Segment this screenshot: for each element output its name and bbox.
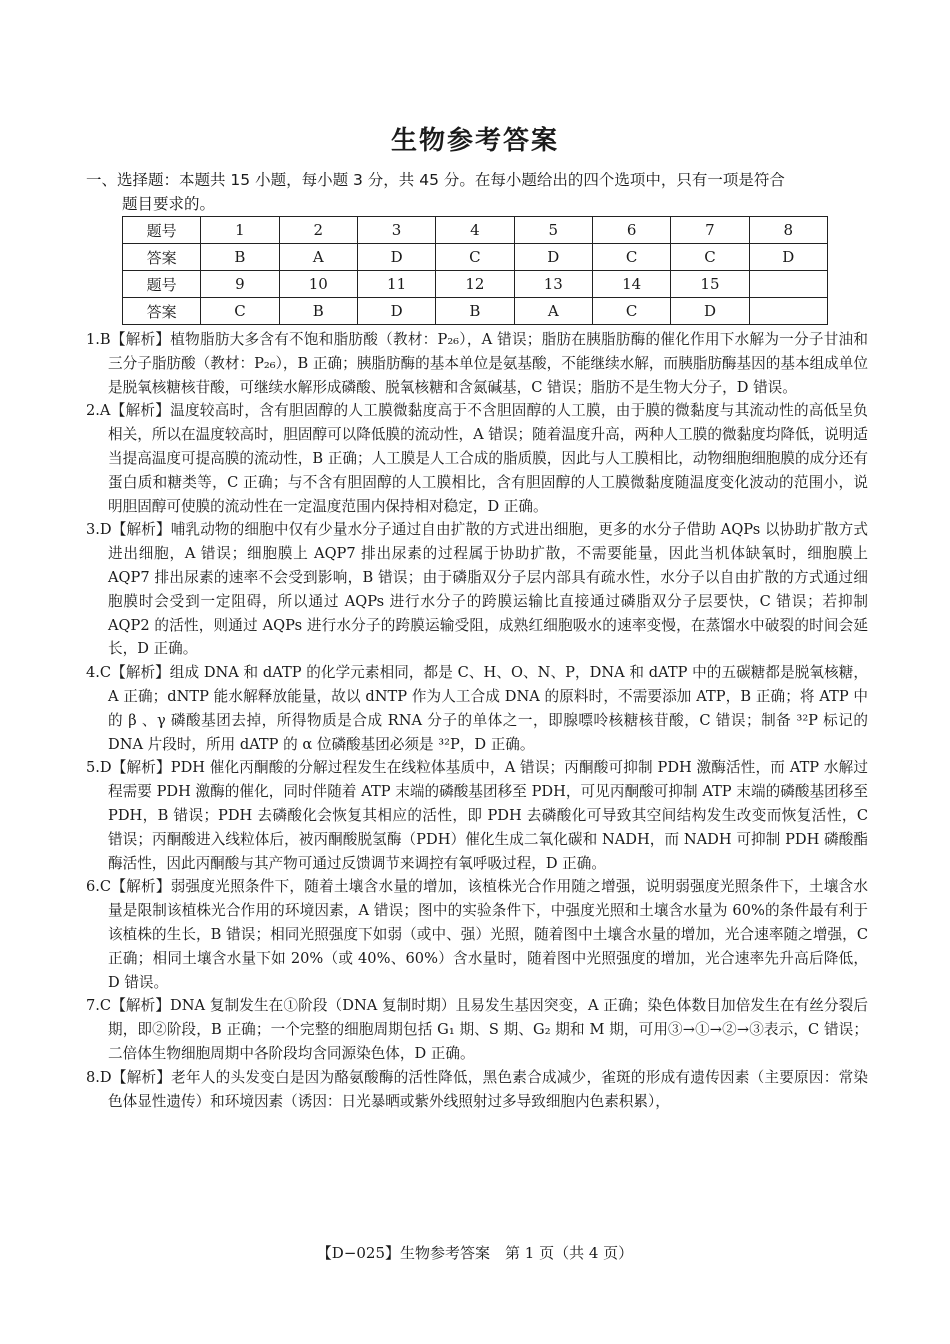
- table-cell: B: [201, 244, 279, 271]
- explanation-item-3: [86, 518, 868, 661]
- explanation-item-4: [86, 661, 868, 756]
- table-cell: 6: [592, 217, 670, 244]
- explanation-list: [86, 328, 868, 1113]
- explanation-item-5: [86, 756, 868, 875]
- table-cell: 12: [436, 271, 514, 298]
- table-cell: 2: [279, 217, 357, 244]
- table-cell: 14: [592, 271, 670, 298]
- explanation-item-1: [86, 328, 868, 399]
- table-cell: C: [436, 244, 514, 271]
- table-cell: 15: [671, 271, 749, 298]
- explanation-text: 5.D【解析】PDH 催化丙酮酸的分解过程发生在线粒体基质中，A 错误；丙酮酸可抑制 PDH 激酶活性，而 ATP 水解过程需要 PDH 激酶的催化，同时伴随着 ATP 末端的磷酸基团移至 PDH，可见丙酮酸可抑制 ATP 末端的磷酸基团移至 PDH，B 错误；PDH 去磷酸化会恢复其相应的活性，即 PDH 去磷酸化可导致其空间结构发生改变而恢复活性，C 错误；丙酮酸进入线粒体后，被丙酮酸脱氢酶（PDH）催化生成二氧化碳和 NADH，而 NADH 可抑制 PDH 磷酸酯酶活性，因此丙酮酸与其产物可通过反馈调节来调控有氧呼吸过程，D 正确。: [86, 759, 868, 872]
- table-cell: 8: [749, 217, 827, 244]
- section-heading-line-1: 一、选择题：本题共 15 小题，每小题 3 分，共 45 分。在每小题给出的四个选项中，只有一项是符合: [86, 171, 785, 189]
- explanation-item-7: [86, 994, 868, 1065]
- explanation-item-6: [86, 875, 868, 994]
- page-footer: 【D−025】生物参考答案 第 1 页（共 4 页）: [316, 1244, 634, 1262]
- explanation-text: 4.C【解析】组成 DNA 和 dATP 的化学元素相同，都是 C、H、O、N、P，DNA 和 dATP 中的五碳糖都是脱氧核糖，A 正确；dNTP 能水解释放能量，故以 dNTP 作为人工合成 DNA 的原料时，不需要添加 ATP，B 正确；将 ATP 中的 β 、γ 磷酸基团去掉，所得物质是合成 RNA 分子的单体之一，即腺嘌呤核糖核苷酸，C 错误；制备 ³²P 标记的 DNA 片段时，所用 dATP 的 α 位磷酸基团必须是 ³²P，D 正确。: [86, 664, 868, 753]
- table-cell: D: [514, 244, 592, 271]
- table-cell: [749, 298, 827, 325]
- page-title: 生物参考答案: [390, 126, 559, 156]
- table-row: [123, 298, 828, 325]
- table-row-label: 答案: [123, 244, 201, 271]
- explanation-text: 2.A【解析】温度较高时，含有胆固醇的人工膜微黏度高于不含胆固醇的人工膜，由于膜的微黏度与其流动性的高低呈负相关，所以在温度较高时，胆固醇可以降低膜的流动性，A 错误；随着温度升高，两种人工膜的微黏度均降低，说明适当提高温度可提高膜的流动性，B 正确；人工膜是人工合成的脂质膜，因此与人工膜相比，动物细胞细胞膜的成分还有蛋白质和糖类等，C 正确；与不含有胆固醇的人工膜相比，含有胆固醇的人工膜微黏度随温度变化波动的范围小，说明胆固醇可使膜的流动性在一定温度范围内保持相对稳定，D 正确。: [86, 402, 868, 515]
- table-cell: D: [671, 298, 749, 325]
- section-heading-line-2: 题目要求的。: [122, 195, 216, 213]
- table-cell: B: [436, 298, 514, 325]
- table-cell: 7: [671, 217, 749, 244]
- table-cell: 9: [201, 271, 279, 298]
- table-cell: C: [592, 298, 670, 325]
- table-row: [123, 217, 828, 244]
- table-cell: [749, 271, 827, 298]
- explanation-text: 8.D【解析】老年人的头发变白是因为酪氨酸酶的活性降低，黑色素合成减少，雀斑的形成有遗传因素（主要原因：常染色体显性遗传）和环境因素（诱因：日光暴晒或紫外线照射过多导致细胞内色素积累），: [86, 1068, 868, 1110]
- answer-table: [122, 216, 828, 325]
- explanation-text: 3.D【解析】哺乳动物的细胞中仅有少量水分子通过自由扩散的方式进出细胞，更多的水分子借助 AQPs 以协助扩散方式进出细胞，A 错误；细胞膜上 AQP7 排出尿素的过程属于协助扩散，不需要能量，因此当机体缺氧时，细胞膜上 AQP7 排出尿素的速率不会受到影响，B 错误；由于磷脂双分子层内部具有疏水性，水分子以自由扩散的方式通过细胞膜时会受到一定阻碍，所以通过 AQPs 进行水分子的跨膜运输比直接通过磷脂双分子层要快，C 错误；若抑制 AQP2 的活性，则通过 AQPs 进行水分子的跨膜运输受阻，成熟红细胞吸水的速率变慢，在蒸馏水中破裂的时间会延长，D 正确。: [86, 521, 868, 658]
- table-cell: B: [279, 298, 357, 325]
- table-row-label: 题号: [123, 217, 201, 244]
- explanation-text: 6.C【解析】弱强度光照条件下，随着土壤含水量的增加，该植株光合作用随之增强，说明弱强度光照条件下，土壤含水量是限制该植株光合作用的环境因素，A 错误；图中的实验条件下，中强度光照和土壤含水量为 60%的条件最有利于该植株的生长，B 错误；相同光照强度下如弱（或中、强）光照，随着图中土壤含水量的增加，光合速率随之增强，C 正确；相同土壤含水量下如 20%（或 40%、60%）含水量时，随着图中光照强度的增加，光合速率先升高后降低，D 错误。: [86, 878, 868, 991]
- table-row: [123, 271, 828, 298]
- explanation-item-8: [86, 1066, 868, 1114]
- table-cell: A: [279, 244, 357, 271]
- table-cell: 11: [357, 271, 435, 298]
- explanation-text: 7.C【解析】DNA 复制发生在①阶段（DNA 复制时期）且易发生基因突变，A 正确；染色体数目加倍发生在有丝分裂后期，即②阶段，B 正确；一个完整的细胞周期包括 G₁ 期、S 期、G₂ 期和 M 期，可用③→①→②→③表示，C 错误；二倍体生物细胞周期中各阶段均含同源染色体，D 正确。: [86, 997, 868, 1062]
- table-row: [123, 244, 828, 271]
- table-row-label: 答案: [123, 298, 201, 325]
- explanation-item-2: [86, 399, 868, 518]
- table-cell: 3: [357, 217, 435, 244]
- table-cell: A: [514, 298, 592, 325]
- table-cell: 4: [436, 217, 514, 244]
- table-row-label: 题号: [123, 271, 201, 298]
- table-cell: 5: [514, 217, 592, 244]
- section-heading: [86, 168, 868, 216]
- table-cell: C: [592, 244, 670, 271]
- table-cell: C: [671, 244, 749, 271]
- table-cell: 13: [514, 271, 592, 298]
- explanation-text: 1.B【解析】植物脂肪大多含有不饱和脂肪酸（教材：P₂₆），A 错误；脂肪在胰脂肪酶的催化作用下水解为一分子甘油和三分子脂肪酸（教材：P₂₆），B 正确；胰脂肪酶的基本单位是氨基酸，不能继续水解，而胰脂肪酶基因的基本组成单位是脱氧核糖核苷酸，可继续水解形成磷酸、脱氧核糖和含氮碱基，C 错误；脂肪不是生物大分子，D 错误。: [86, 331, 868, 396]
- table-cell: 10: [279, 271, 357, 298]
- table-cell: 1: [201, 217, 279, 244]
- table-cell: D: [749, 244, 827, 271]
- table-cell: C: [201, 298, 279, 325]
- table-cell: D: [357, 298, 435, 325]
- table-cell: D: [357, 244, 435, 271]
